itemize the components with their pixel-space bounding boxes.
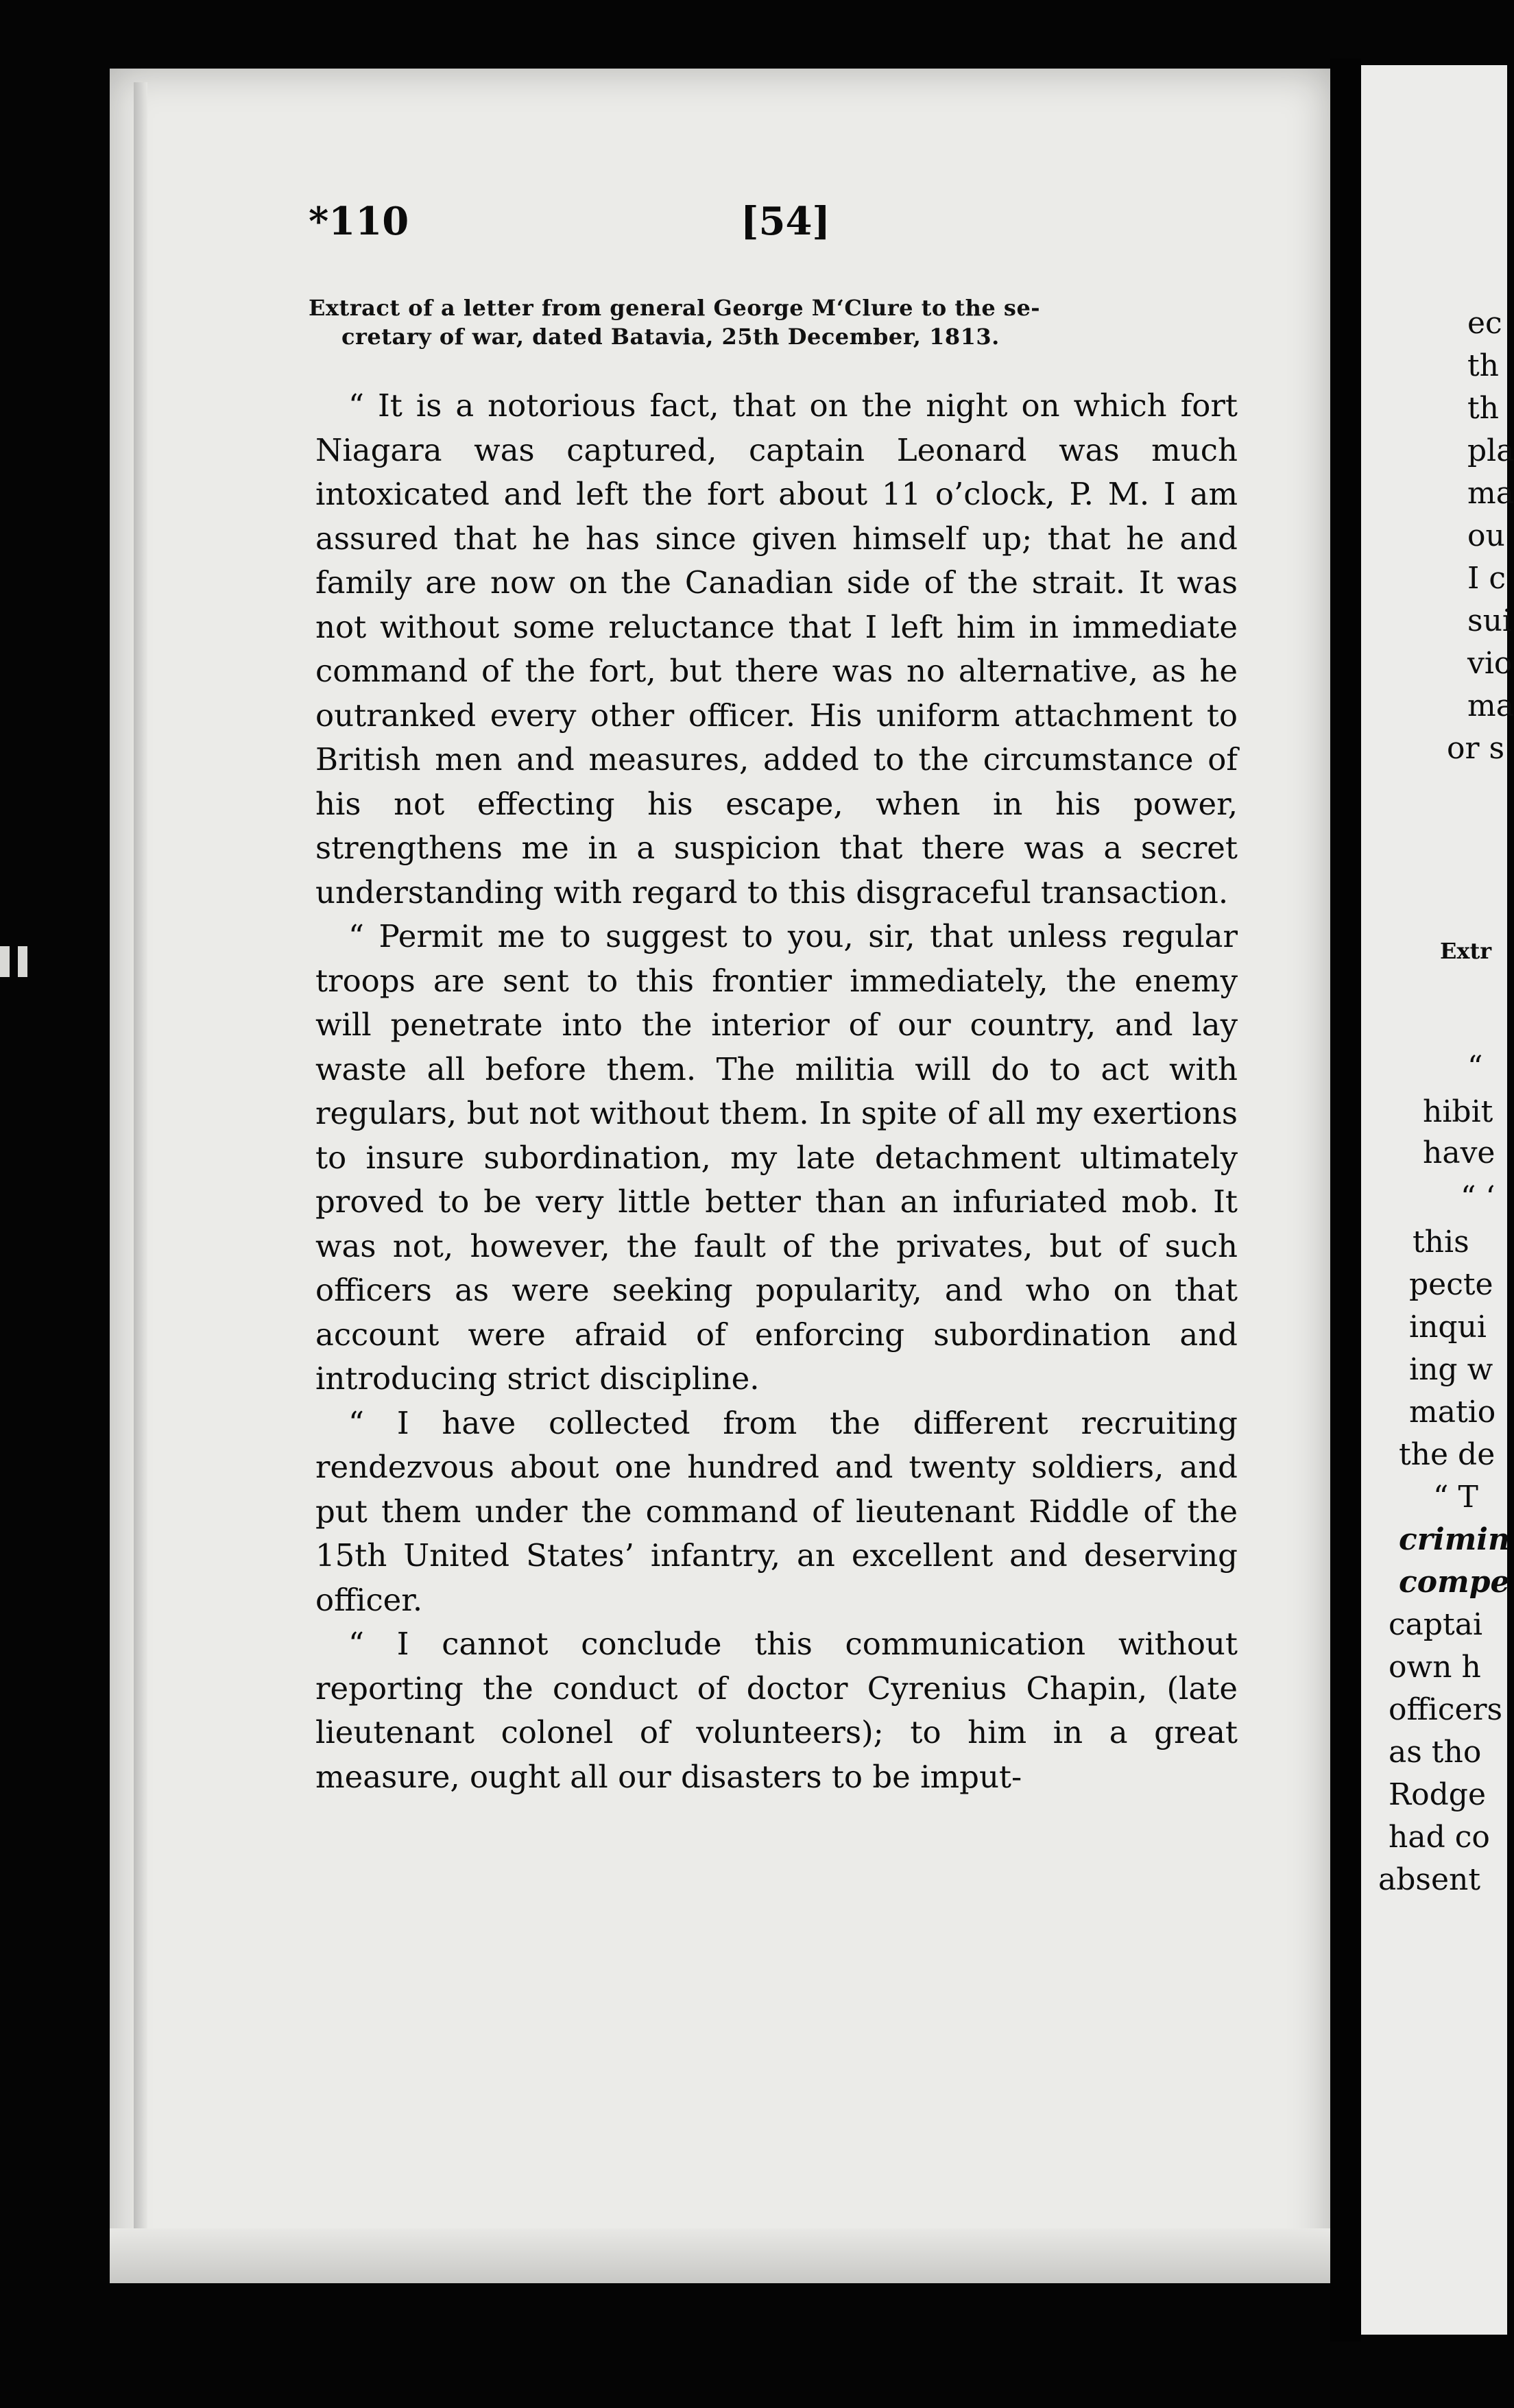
right-fragment: or s	[1447, 731, 1505, 766]
page-number: [54]	[741, 199, 830, 244]
right-fragment: the de	[1399, 1437, 1495, 1472]
paragraph-2: “ Permit me to suggest to you, sir, that unless regular troops are sent to this frontier immediately, the enemy will penetrate into the interior of our country, and lay waste all before them. The militia will do to act with regulars, but not without them. In spite of all my exertions to insure subordination, my late detachment ultimately proved to be very little better than an infuriated mob. It was not, however, the fault of the privates, but of such officers as were seeking popularity, and who on that account were afraid of enforcing subordination and introducing strict discipline.	[315, 918, 1238, 1397]
right-fragment: ma	[1467, 688, 1514, 723]
letter-body	[315, 384, 1238, 1799]
left-page-bottom-edge	[110, 2228, 1330, 2283]
right-fragment: captai	[1389, 1607, 1483, 1642]
right-fragment: “ T	[1433, 1480, 1478, 1515]
right-fragment: officers	[1389, 1692, 1503, 1727]
paragraph-1: “ It is a notorious fact, that on the night on which fort Niagara was captured, captain Leonard was much intoxicated and left the fort about 11 o’clock, P. M. I am assured that he has since given himself up; that he and family are now on the Canadian side of the strait. It was not without some reluctance that I left him in immediate command of the fort, but there was no alternative, as he outranked every other officer. His uniform attachment to British men and measures, added to the circumstance of his not effecting his escape, when in his power, strengthens me in a suspicion that there was a secret understanding with regard to this disgraceful transaction.	[315, 387, 1238, 911]
right-fragment: ing w	[1409, 1352, 1493, 1387]
right-fragment: have	[1423, 1135, 1495, 1170]
scan-mark	[18, 946, 27, 977]
left-page-edge-shadow	[134, 82, 147, 2269]
page-reference: *110	[309, 199, 409, 244]
right-fragment: I c	[1467, 561, 1506, 596]
right-fragment: Extr	[1440, 938, 1492, 964]
right-fragment: ma	[1467, 476, 1514, 511]
extract-heading-line-1: Extract of a letter from general George M‘Clure to the se-	[309, 295, 1041, 321]
right-fragment: “	[1467, 1050, 1483, 1085]
paragraph-4: “ I cannot conclude this communication without reporting the conduct of doctor Cyrenius Chapin, (late lieutenant colonel of volunteers); to him in a great measure, ought all our disasters to be imput-	[315, 1626, 1238, 1795]
scan-mark	[0, 946, 10, 977]
right-fragment: had co	[1389, 1820, 1490, 1855]
right-fragment: th	[1467, 348, 1500, 383]
extract-heading	[309, 293, 1241, 351]
right-fragment: “ ‘	[1461, 1180, 1495, 1215]
right-fragment: matio	[1409, 1395, 1496, 1430]
right-fragment: crimin	[1399, 1522, 1510, 1557]
right-fragment: own h	[1389, 1650, 1481, 1685]
paragraph-3: “ I have collected from the different recruiting rendezvous about one hundred and twenty soldiers, and put them under the command of lieutenant Riddle of the 15th United States’ infantry, an excellent and deserving officer.	[315, 1404, 1238, 1618]
right-fragment: hibit	[1423, 1094, 1493, 1129]
right-fragment: this	[1413, 1225, 1469, 1260]
right-fragment: vio	[1467, 646, 1513, 681]
right-fragment: ou	[1467, 518, 1505, 553]
right-fragment: compe	[1399, 1565, 1510, 1600]
extract-heading-line-2: cretary of war, dated Batavia, 25th December, 1813.	[341, 324, 1000, 350]
right-fragment: pla	[1467, 433, 1514, 468]
right-fragment: inqui	[1409, 1310, 1487, 1345]
right-fragment: pecte	[1409, 1267, 1493, 1302]
right-fragment: th	[1467, 391, 1500, 426]
right-fragment: Rodge	[1389, 1777, 1486, 1812]
right-fragment: sui	[1467, 603, 1512, 638]
book-gutter	[1330, 58, 1361, 2341]
running-head	[309, 199, 843, 254]
right-fragment: absent	[1378, 1862, 1481, 1897]
right-fragment: as tho	[1389, 1735, 1482, 1770]
right-fragment: ec	[1467, 306, 1502, 341]
